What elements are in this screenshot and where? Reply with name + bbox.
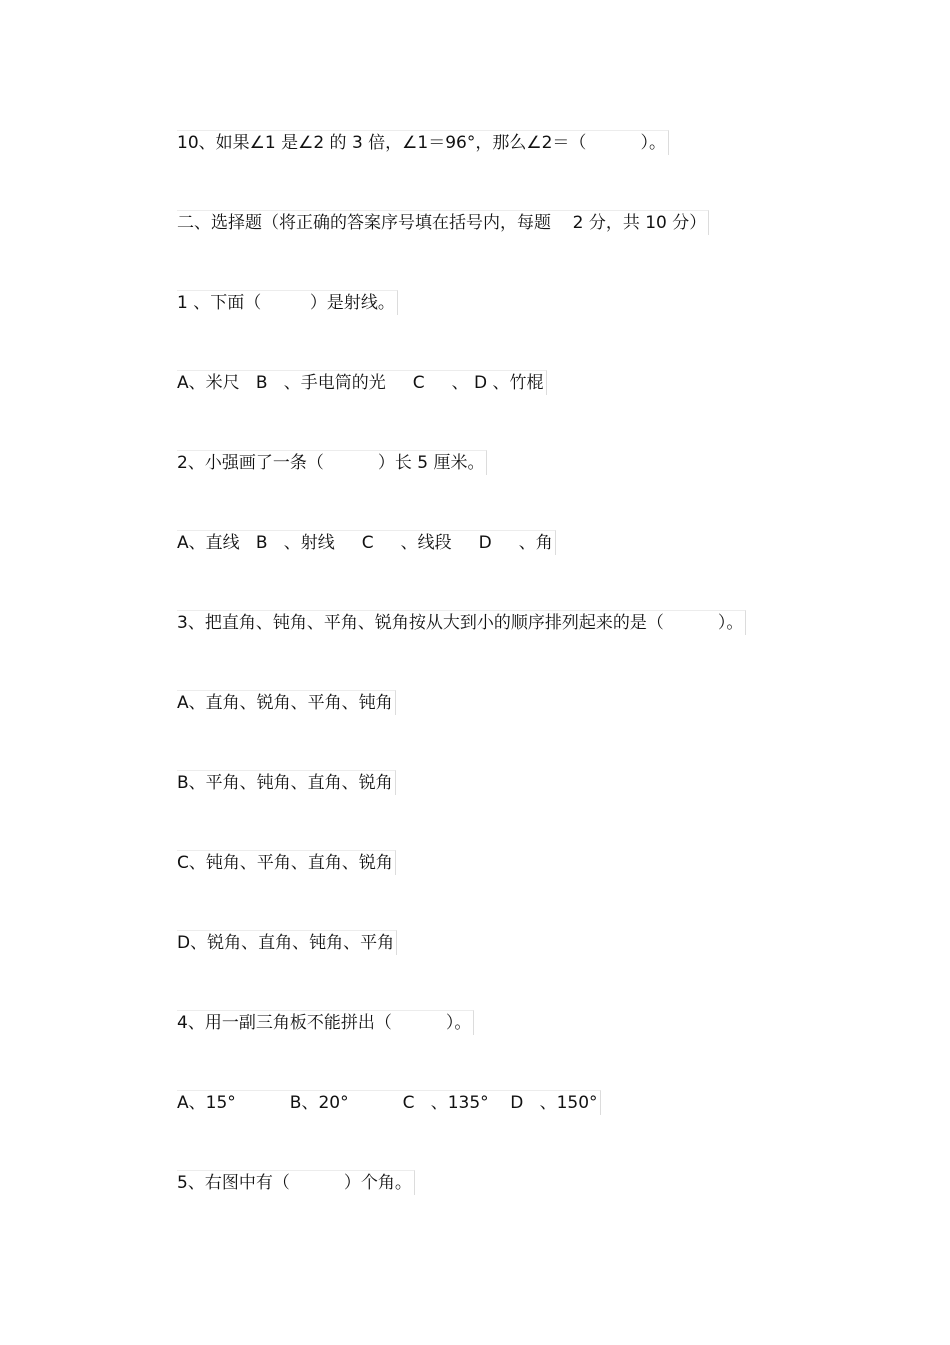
question-3-option-d: D、锐角、直角、钝角、平角 — [177, 930, 397, 955]
question-3-option-a: A、直角、锐角、平角、钝角 — [177, 690, 396, 715]
question-4: 4、用一副三角板不能拼出（ ）。 — [177, 1010, 474, 1035]
section-heading-choice: 二、选择题（将正确的答案序号填在括号内，每题 2 分，共 10 分） — [177, 210, 709, 235]
question-4-options: A、15° B、20° C 、135° D 、150° — [177, 1090, 601, 1115]
question-1: 1 、下面（ ）是射线。 — [177, 290, 398, 315]
question-10: 10、如果∠1 是∠2 的 3 倍，∠1＝96°，那么∠2＝（ ）。 — [177, 130, 669, 155]
question-2: 2、小强画了一条（ ）长 5 厘米。 — [177, 450, 487, 475]
question-2-options: A、直线 B 、射线 C 、线段 D 、角 — [177, 530, 556, 555]
question-3-option-b: B、平角、钝角、直角、锐角 — [177, 770, 396, 795]
question-5: 5、右图中有（ ）个角。 — [177, 1170, 415, 1195]
question-1-options: A、米尺 B 、手电筒的光 C 、 D 、竹棍 — [177, 370, 547, 395]
question-3-option-c: C、钝角、平角、直角、锐角 — [177, 850, 396, 875]
question-3: 3、把直角、钝角、平角、锐角按从大到小的顺序排列起来的是（ ）。 — [177, 610, 746, 635]
